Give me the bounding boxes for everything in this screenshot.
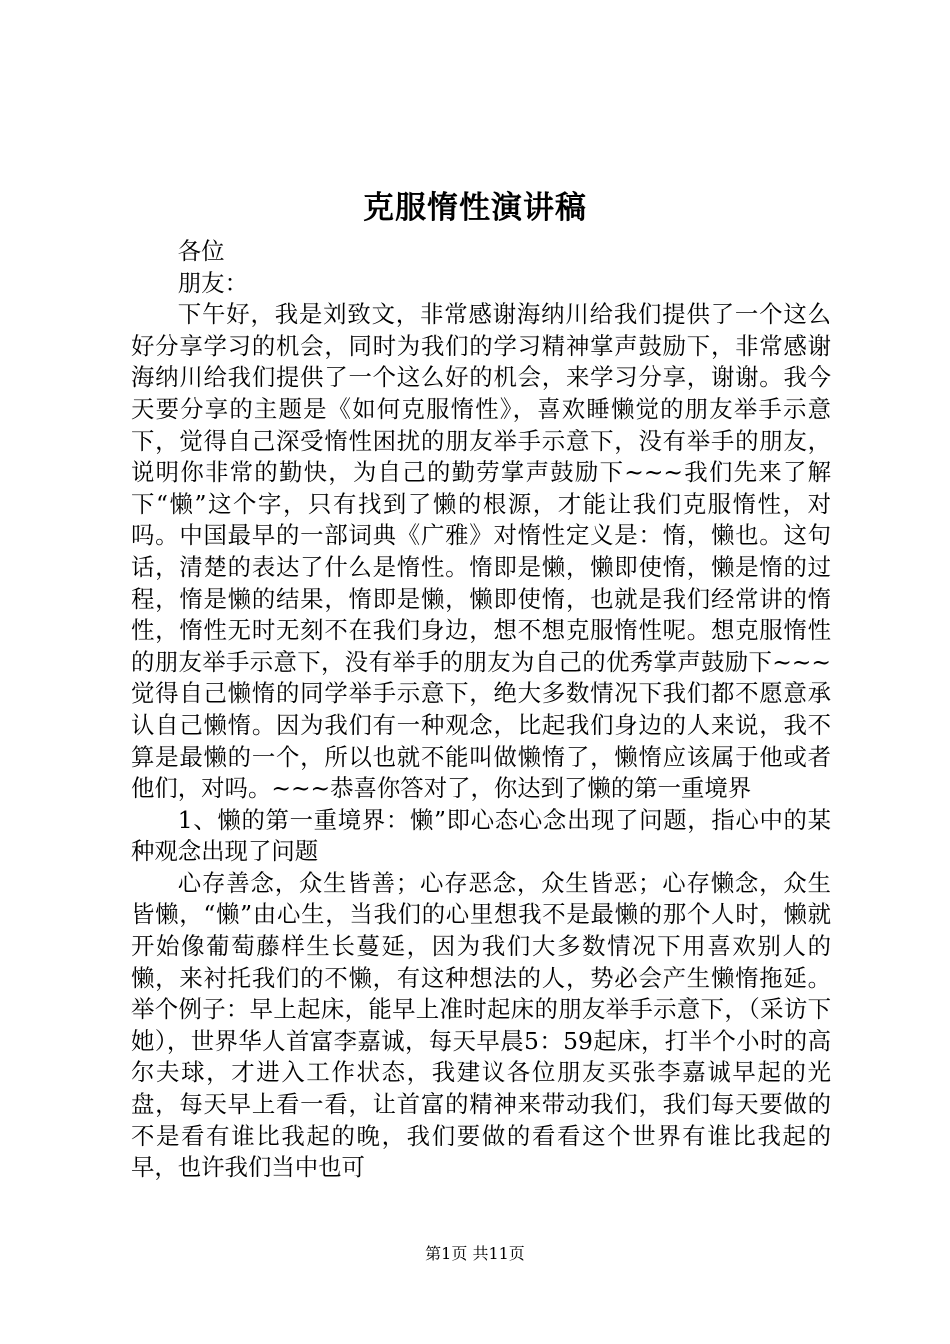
document-title: 克服惰性演讲稿 (363, 190, 587, 226)
salutation-line-2: 朋友： (177, 268, 248, 297)
page-footer: 第1页 共11页 (425, 1244, 525, 1263)
document-body (131, 236, 831, 1184)
body-paragraph: 心存善念，众生皆善；心存恶念，众生皆恶；心存懒念，众生皆懒，“懒”由心生，当我们的心里想我不是最懒的那个人时，懒就开始像葡萄藤样生长蔓延，因为我们大多数情况下用喜欢别人的懒，来衬托我们的不懒，有这种想法的人，势必会产生懒惰拖延。举个例子：早上起床，能早上准时起床的朋友举手示意下，（采访下她），世界华人首富李嘉诚，每天早晨5：59起床，打半个小时的高尔夫球，才进入工作状态，我建议各位朋友买张李嘉诚早起的光盘，每天早上看一看，让首富的精神来带动我们，我们每天要做的不是看有谁比我起的晚，我们要做的看看这个世界有谁比我起的早，也许我们当中也可 (131, 868, 831, 1182)
section-heading: 1、懒的第一重境界：懒”即心态心念出现了问题，指心中的某种观念出现了问题 (131, 805, 831, 866)
salutation-line-1: 各位 (177, 237, 225, 265)
body-paragraph: 下午好，我是刘致文，非常感谢海纳川给我们提供了一个这么好分享学习的机会，同时为我们的学习精神掌声鼓励下，非常感谢海纳川给我们提供了一个这么好的机会，来学习分享，谢谢。我今天要分享的主题是《如何克服惰性》，喜欢睡懒觉的朋友举手示意下，觉得自己深受惰性困扰的朋友举手示意下，没有举手的朋友，说明你非常的勤快，为自己的勤劳掌声鼓励下~~~我们先来了解下“懒”这个字，只有找到了懒的根源，才能让我们克服惰性，对吗。中国最早的一部词典《广雅》对惰性定义是：惰，懒也。这句话，清楚的表达了什么是惰性。惰即是懒，懒即使惰，懒是惰的过程，惰是懒的结果，惰即是懒，懒即使惰，也就是我们经常讲的惰性，惰性无时无刻不在我们身边，想不想克服惰性呢。想克服惰性的朋友举手示意下，没有举手的朋友为自己的优秀掌声鼓励下~~~觉得自己懒惰的同学举手示意下，绝大多数情况下我们都不愿意承认自己懒惰。因为我们有一种观念，比起我们身边的人来说，我不算是最懒的一个，所以也就不能叫做懒惰了，懒惰应该属于他或者他们，对吗。~~~恭喜你答对了，你达到了懒的第一重境界 (131, 300, 831, 803)
